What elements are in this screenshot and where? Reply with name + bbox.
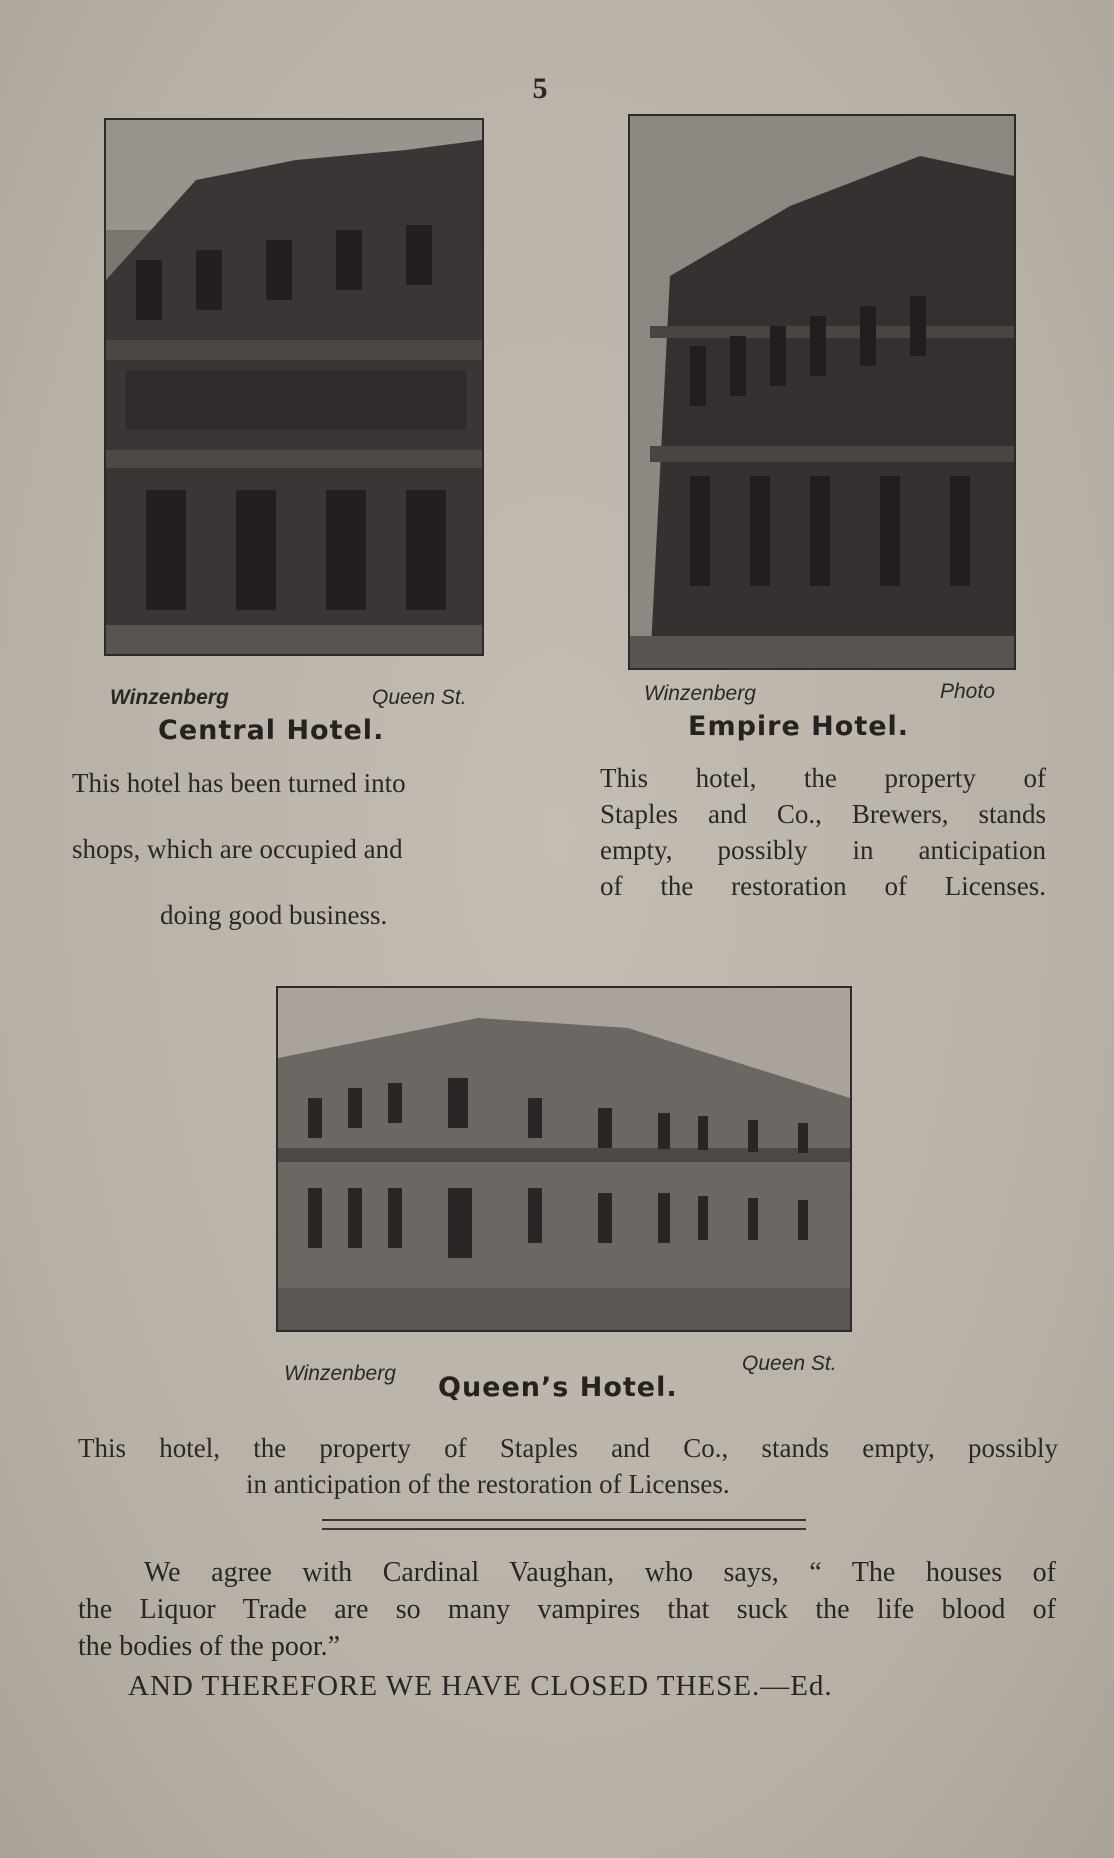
empire-hotel-image bbox=[630, 116, 1014, 668]
quote-line-1: We agree with Cardinal Vaughan, who says, “ The houses of bbox=[144, 1557, 1056, 1588]
empire-line-4: of the restoration of Licenses. bbox=[600, 871, 1046, 901]
empire-hotel-photo bbox=[628, 114, 1016, 670]
central-photographer-credit: Winzenberg bbox=[110, 686, 229, 709]
page-number: 5 bbox=[532, 72, 548, 105]
central-line-2: shops, which are occupied and bbox=[72, 834, 403, 864]
queens-line-1: This hotel, the property of Staples and Co., stands empty, possibly bbox=[78, 1433, 1058, 1463]
queens-hotel-image bbox=[278, 988, 850, 1330]
closing-statement: AND THEREFORE WE HAVE CLOSED THESE.—Ed. bbox=[128, 1670, 833, 1702]
central-hotel-photo bbox=[104, 118, 484, 656]
central-hotel-image bbox=[106, 120, 482, 654]
quote-line-3: the bodies of the poor.” bbox=[78, 1631, 341, 1662]
divider-rule-bottom bbox=[322, 1528, 806, 1530]
empire-hotel-description bbox=[600, 760, 1046, 904]
empire-line-3: empty, possibly in anticipation bbox=[600, 835, 1046, 865]
empire-photographer-credit: Winzenberg bbox=[644, 682, 756, 705]
central-line-1: This hotel has been turned into bbox=[72, 768, 406, 798]
empire-line-1: This hotel, the property of bbox=[600, 763, 1046, 793]
vaughan-quote bbox=[78, 1554, 1056, 1665]
central-location-credit: Queen St. bbox=[372, 686, 467, 709]
queens-line-2: in anticipation of the restoration of Licenses. bbox=[246, 1469, 730, 1499]
empire-photo-credit: Photo bbox=[940, 680, 995, 703]
central-hotel-description bbox=[72, 750, 532, 948]
quote-line-2: the Liquor Trade are so many vampires that suck the life blood of bbox=[78, 1594, 1056, 1625]
empire-line-2: Staples and Co., Brewers, stands bbox=[600, 799, 1046, 829]
queens-photographer-credit: Winzenberg bbox=[284, 1362, 396, 1385]
queens-hotel-title: Queen’s Hotel. bbox=[438, 1372, 678, 1403]
central-line-3: doing good business. bbox=[160, 900, 388, 930]
queens-hotel-description bbox=[78, 1430, 1058, 1502]
queens-hotel-photo bbox=[276, 986, 852, 1332]
queens-location-credit: Queen St. bbox=[742, 1352, 837, 1375]
empire-hotel-title: Empire Hotel. bbox=[688, 711, 910, 742]
central-hotel-title: Central Hotel. bbox=[158, 715, 385, 746]
divider-rule-top bbox=[322, 1519, 806, 1521]
